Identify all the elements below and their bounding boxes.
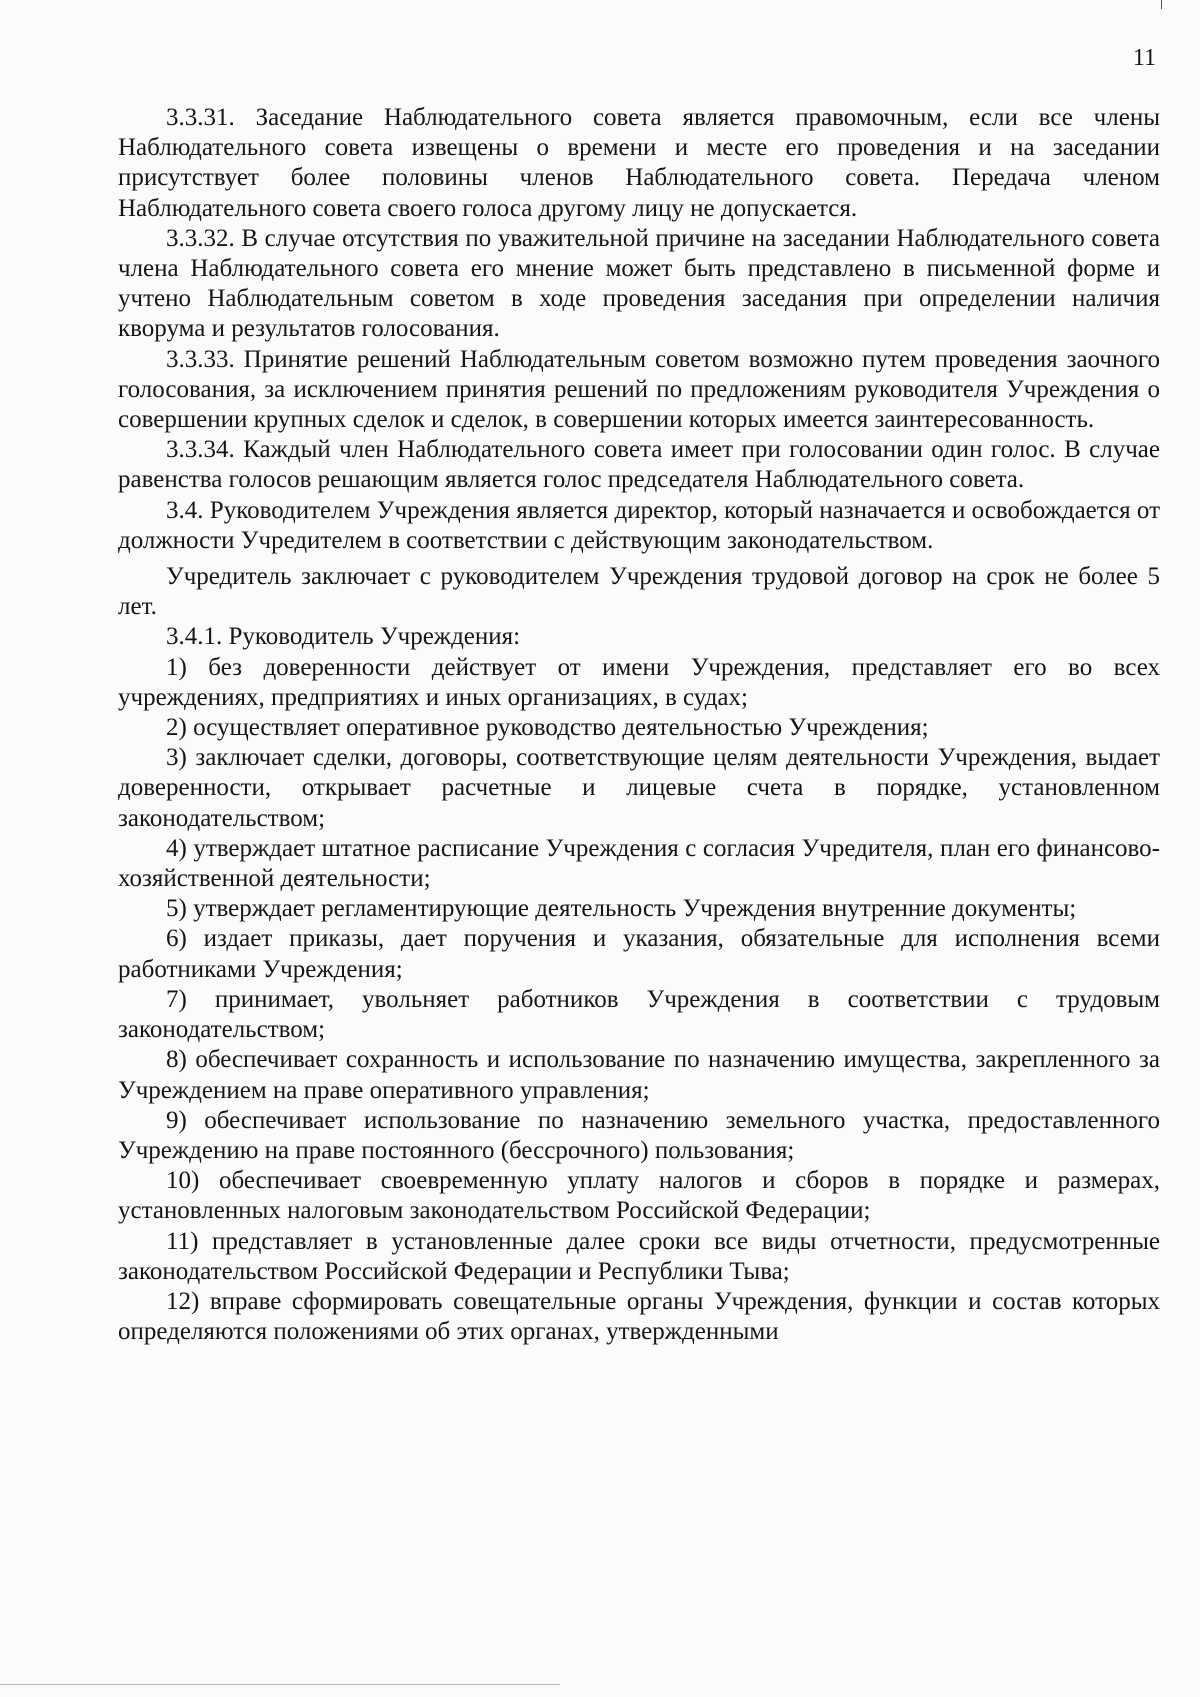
list-item-9: 9) обеспечивает использование по назначению земельного участка, предоставленного Учреждению на праве постоянного (бессрочного) пользования; (118, 1106, 1160, 1164)
list-item-3: 3) заключает сделки, договоры, соответствующие целям деятельности Учреждения, выдает доверенности, открывает расчетные и лицевые счета в порядке, установленном законодательством; (118, 744, 1160, 832)
list-item-10: 10) обеспечивает своевременную уплату налогов и сборов в порядке и размерах, установленных налоговым законодательством Российской Федерации; (118, 1167, 1160, 1225)
document-body (118, 103, 1160, 1347)
scan-mark (1161, 0, 1162, 9)
scan-bottom-rule (0, 1684, 560, 1685)
paragraph-3-3-32: 3.3.32. В случае отсутствия по уважительной причине на заседании Наблюдательного совета члена Наблюдательного совета его мнение может быть представлено в письменной форме и учтено Наблюдательным советом в ходе проведения заседания при определении наличия кворума и результатов голосования. (118, 224, 1160, 343)
list-item-4: 4) утверждает штатное расписание Учреждения с согласия Учредителя, план его финансово-хозяйственной деятельности; (118, 834, 1160, 893)
paragraph-3-4: 3.4. Руководителем Учреждения является директор, который назначается и освобождается от должности Учредителем в соответствии с действующим законодательством. (118, 496, 1160, 554)
list-item-5: 5) утверждает регламентирующие деятельность Учреждения внутренние документы; (166, 895, 1077, 923)
page-number: 11 (1132, 45, 1156, 71)
paragraph-3-3-31: 3.3.31. Заседание Наблюдательного совета является правомочным, если все члены Наблюдательного совета извещены о времени и месте его проведения и на заседании присутствует более половины членов Наблюдательного совета. Передача членом Наблюдательного совета своего голоса другому лицу не допускается. (118, 104, 1160, 222)
list-item-1: 1) без доверенности действует от имени Учреждения, представляет его во всех учреждениях, предприятиях и иных организациях, в судах; (118, 653, 1160, 711)
paragraph-3-4-1-heading: 3.4.1. Руководитель Учреждения: (166, 623, 521, 651)
list-item-6: 6) издает приказы, дает поручения и указания, обязательные для исполнения всеми работниками Учреждения; (118, 925, 1160, 983)
list-item-11: 11) представляет в установленные далее сроки все виды отчетности, предусмотренные законодательством Российской Федерации и Республики Тыва; (118, 1227, 1160, 1285)
list-item-8: 8) обеспечивает сохранность и использование по назначению имущества, закрепленного за Учреждением на праве оперативного управления; (118, 1046, 1160, 1104)
paragraph-3-3-33: 3.3.33. Принятие решений Наблюдательным советом возможно путем проведения заочного голосования, за исключением принятия решений по предложениям руководителя Учреждения о совершении крупных сделок и сделок, в совершении которых имеется заинтересованность. (118, 345, 1160, 434)
paragraph-3-3-34: 3.3.34. Каждый член Наблюдательного совета имеет при голосовании один голос. В случае равенства голосов решающим является голос председателя Наблюдательного совета. (118, 436, 1160, 494)
paragraph-contract-term: Учредитель заключает с руководителем Учреждения трудовой договор на срок не более 5 лет. (118, 563, 1160, 621)
list-item-7: 7) принимает, увольняет работников Учреждения в соответствии с трудовым законодательством; (118, 985, 1160, 1044)
list-item-12: 12) вправе сформировать совещательные органы Учреждения, функции и состав которых определяются положениями об этих органах, утвержденными (118, 1287, 1160, 1346)
list-item-2: 2) осуществляет оперативное руководство деятельностью Учреждения; (166, 714, 929, 742)
